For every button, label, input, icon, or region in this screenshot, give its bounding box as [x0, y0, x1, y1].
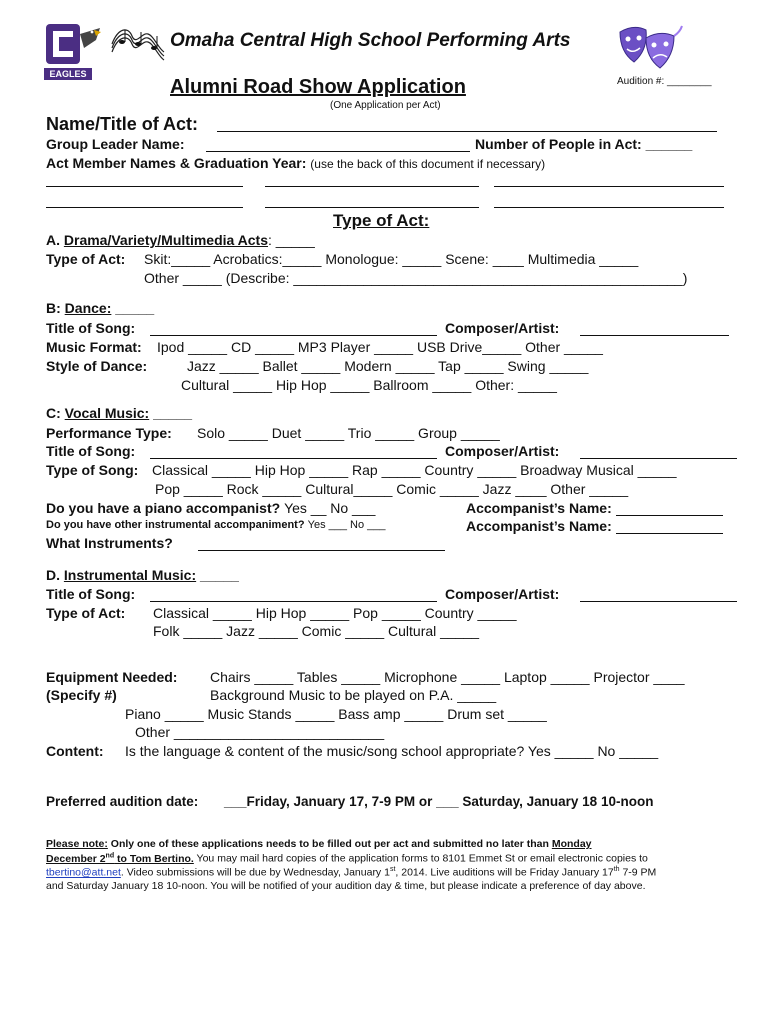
- name-title-label: Name/Title of Act:: [46, 114, 199, 134]
- theater-masks-icon: [612, 22, 684, 74]
- note-line-3b: , 2014. Live auditions will be Friday January 17: [395, 866, 614, 879]
- section-c-type-options-2[interactable]: Pop _____ Rock _____ Cultural_____ Comic _____ Jazz ____ Other _____: [155, 481, 629, 497]
- accompanist-name-field-2[interactable]: [616, 533, 723, 534]
- audition-options[interactable]: ___Friday, January 17, 7-9 PM or ___ Saturday, January 18 10-noon: [224, 794, 654, 809]
- equipment-row-3[interactable]: Piano _____ Music Stands _____ Bass amp _____ Drum set _____: [125, 706, 547, 722]
- note-line-4: and Saturday January 18 10-noon. You will be notified of your audition day & time, but please indicate a preference of day above.: [46, 880, 646, 892]
- section-b-heading: [46, 300, 154, 316]
- audition-label: Preferred audition date:: [46, 794, 199, 809]
- section-b-song-field[interactable]: [150, 335, 437, 336]
- member-field-4[interactable]: [46, 207, 243, 208]
- section-b-format-label: Music Format:: [46, 339, 142, 355]
- member-field-2[interactable]: [265, 186, 479, 187]
- section-c-song-field[interactable]: [150, 458, 437, 459]
- section-c-composer-label: Composer/Artist:: [445, 443, 560, 459]
- note-monday: Monday: [551, 838, 592, 850]
- section-d-prefix: D.: [46, 567, 64, 583]
- section-d-song-label: Title of Song:: [46, 586, 136, 602]
- note-line-3: [46, 866, 656, 879]
- section-d-suffix: _____: [196, 567, 239, 583]
- section-b-title: Dance:: [64, 300, 112, 316]
- section-d-type-options-2[interactable]: Folk _____ Jazz _____ Comic _____ Cultural _____: [153, 623, 480, 639]
- content-label: Content:: [46, 743, 104, 759]
- section-b-suffix: _____: [111, 300, 155, 316]
- section-b-style-label: Style of Dance:: [46, 358, 148, 374]
- member-field-5[interactable]: [265, 207, 479, 208]
- equipment-row-4[interactable]: Other ___________________________: [135, 724, 385, 740]
- other-accompaniment-options[interactable]: Yes ___ No ___: [307, 519, 386, 531]
- section-d-type-options-1[interactable]: Classical _____ Hip Hop _____ Pop _____ Country _____: [153, 605, 517, 621]
- section-a-options-2[interactable]: Other _____ (Describe: __________________________________________________): [144, 270, 688, 286]
- section-c-title: Vocal Music:: [64, 405, 150, 421]
- equipment-row-1[interactable]: Chairs _____ Tables _____ Microphone _____ Laptop _____ Projector ____: [210, 669, 685, 685]
- piano-accompanist-question: [46, 500, 375, 516]
- note-line-3a: . Video submissions will be due by Wednesday, January 1: [120, 866, 390, 879]
- group-leader-label: Group Leader Name:: [46, 136, 185, 152]
- section-c-composer-field[interactable]: [580, 458, 737, 459]
- section-b-style-options-2[interactable]: Cultural _____ Hip Hop _____ Ballroom _____ Other: _____: [181, 377, 557, 393]
- section-a-prefix: A.: [46, 232, 64, 248]
- equipment-label: Equipment Needed:: [46, 669, 178, 685]
- form-title: Alumni Road Show Application: [170, 76, 466, 98]
- section-c-perf-options[interactable]: Solo _____ Duet _____ Trio _____ Group _____: [197, 425, 500, 441]
- section-a-title: Drama/Variety/Multimedia Acts: [63, 232, 269, 248]
- section-d-song-field[interactable]: [150, 601, 437, 602]
- content-question[interactable]: Is the language & content of the music/song school appropriate? Yes _____ No _____: [125, 743, 659, 759]
- section-c-type-options-1[interactable]: Classical _____ Hip Hop _____ Rap _____ Country _____ Broadway Musical _____: [152, 462, 677, 478]
- eagles-logo: [44, 22, 102, 82]
- subtitle: (One Application per Act): [330, 100, 441, 111]
- section-a-options-1[interactable]: Skit:_____ Acrobatics:_____ Monologue: _____ Scene: ____ Multimedia _____: [144, 251, 639, 267]
- section-b-composer-field[interactable]: [580, 335, 729, 336]
- section-a-heading: [46, 232, 315, 248]
- logo-text: EAGLES: [49, 69, 87, 79]
- section-c-suffix: _____: [149, 405, 193, 421]
- instruments-label: What Instruments?: [46, 535, 173, 551]
- note-line-2-rest: You may mail hard copies of the application forms to 8101 Emmet St or email electronic copies to: [193, 852, 648, 865]
- group-leader-field[interactable]: [206, 151, 470, 152]
- member-field-6[interactable]: [494, 207, 724, 208]
- email-link[interactable]: tbertino@att.net: [46, 866, 121, 879]
- accompanist-name-field-1[interactable]: [616, 515, 723, 516]
- piano-options[interactable]: Yes __ No ___: [284, 500, 376, 516]
- section-d-title: Instrumental Music:: [63, 567, 197, 583]
- members-label: [46, 155, 545, 171]
- section-d-composer-label: Composer/Artist:: [445, 586, 560, 602]
- section-d-type-label: Type of Act:: [46, 605, 126, 621]
- equipment-row-2[interactable]: Background Music to be played on P.A. _____: [210, 687, 497, 703]
- audition-number: Audition #: ________: [617, 76, 712, 87]
- note-line-1: [46, 838, 592, 850]
- section-b-format-options[interactable]: Ipod _____ CD _____ MP3 Player _____ USB Drive_____ Other _____: [157, 339, 603, 355]
- school-title: Omaha Central High School Performing Arts: [170, 30, 571, 51]
- section-b-composer-label: Composer/Artist:: [445, 320, 560, 336]
- section-c-type-label: Type of Song:: [46, 462, 139, 478]
- section-c-perf-label: Performance Type:: [46, 425, 172, 441]
- type-of-act-heading: Type of Act:: [333, 211, 430, 230]
- accompanist-name-label-1: Accompanist’s Name:: [466, 500, 612, 516]
- section-b-prefix: B:: [46, 300, 65, 316]
- accompanist-name-label-2: Accompanist’s Name:: [466, 518, 612, 534]
- note-th: th: [613, 866, 620, 873]
- note-to-tom: to Tom Bertino.: [114, 852, 194, 865]
- name-title-field[interactable]: [217, 131, 717, 132]
- members-note: (use the back of this document if necessary): [310, 157, 546, 171]
- other-question-text: Do you have other instrumental accompaniment?: [46, 519, 305, 531]
- note-line-2: [46, 852, 648, 865]
- note-december-text: December 2: [46, 852, 106, 865]
- note-prefix: Please note:: [46, 838, 108, 850]
- note-december: [46, 853, 194, 865]
- instruments-field[interactable]: [198, 550, 445, 551]
- section-a-type-label: Type of Act:: [46, 251, 126, 267]
- num-people-label[interactable]: Number of People in Act: ______: [475, 136, 693, 152]
- note-bold-text: Only one of these applications needs to be filled out per act and submitted no later than: [107, 838, 552, 850]
- other-accompaniment-question: [46, 519, 386, 531]
- piano-question-text: Do you have a piano accompanist?: [46, 500, 281, 516]
- section-b-song-label: Title of Song:: [46, 320, 136, 336]
- member-field-1[interactable]: [46, 186, 243, 187]
- note-st: st: [389, 866, 396, 873]
- section-b-style-options-1[interactable]: Jazz _____ Ballet _____ Modern _____ Tap _____ Swing _____: [187, 358, 589, 374]
- music-notes-icon: [108, 22, 166, 72]
- members-label-text: Act Member Names & Graduation Year:: [46, 155, 307, 171]
- section-d-composer-field[interactable]: [580, 601, 737, 602]
- equipment-specify: (Specify #): [46, 687, 117, 703]
- section-c-song-label: Title of Song:: [46, 443, 136, 459]
- section-c-prefix: C:: [46, 405, 65, 421]
- note-line-3c: 7-9 PM: [619, 866, 657, 879]
- section-a-suffix: : _____: [268, 232, 315, 248]
- section-d-heading: [46, 567, 239, 583]
- note-nd: nd: [105, 852, 115, 859]
- section-c-heading: [46, 405, 192, 421]
- member-field-3[interactable]: [494, 186, 724, 187]
